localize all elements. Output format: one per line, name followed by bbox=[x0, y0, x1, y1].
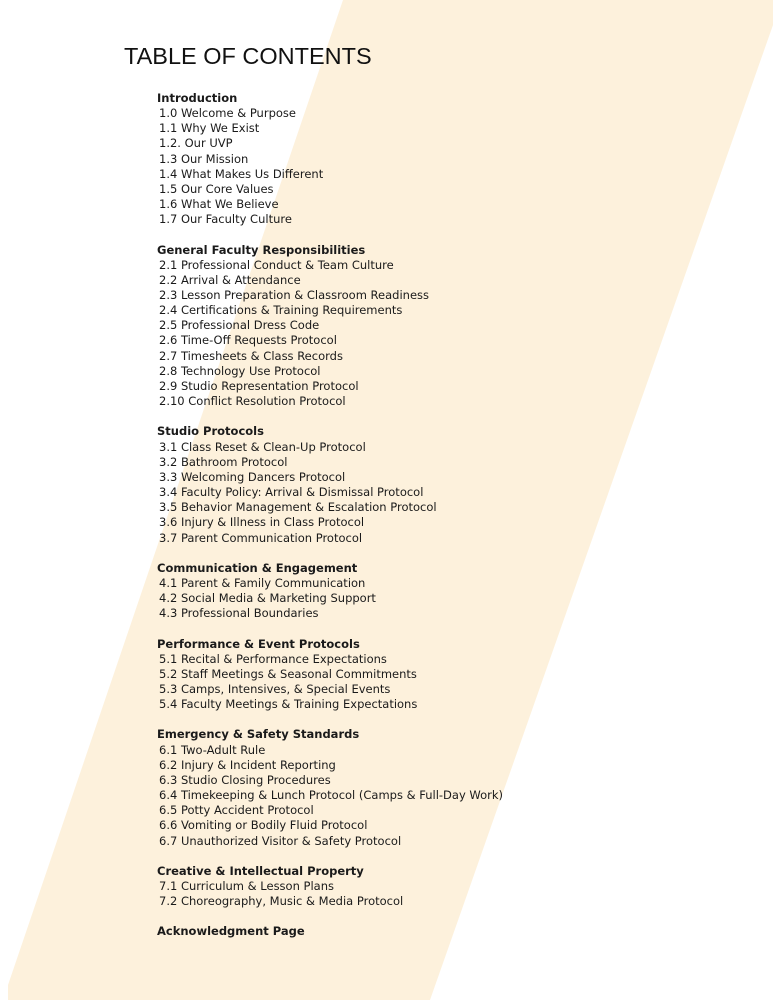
toc-section bbox=[157, 864, 503, 909]
toc-entry[interactable]: 2.7 Timesheets & Class Records bbox=[159, 348, 343, 363]
toc-entry[interactable]: 5.1 Recital & Performance Expectations bbox=[159, 651, 387, 666]
toc-entry[interactable]: 3.3 Welcoming Dancers Protocol bbox=[159, 469, 346, 484]
toc-entry[interactable]: 3.6 Injury & Illness in Class Protocol bbox=[159, 515, 365, 530]
toc-entry[interactable]: 3.1 Class Reset & Clean-Up Protocol bbox=[159, 439, 366, 454]
toc-entry[interactable]: 2.8 Technology Use Protocol bbox=[159, 363, 321, 378]
toc-section-title[interactable]: Communication & Engagement bbox=[157, 560, 358, 575]
toc-section-title[interactable]: Acknowledgment Page bbox=[157, 924, 305, 939]
toc-entry[interactable]: 6.2 Injury & Incident Reporting bbox=[159, 757, 336, 772]
toc-entry[interactable]: 7.1 Curriculum & Lesson Plans bbox=[159, 879, 334, 894]
toc-entry[interactable]: 1.7 Our Faculty Culture bbox=[159, 212, 292, 227]
toc-entry[interactable]: 2.2 Arrival & Attendance bbox=[159, 272, 301, 287]
table-of-contents bbox=[157, 91, 503, 955]
toc-entry[interactable]: 6.7 Unauthorized Visitor & Safety Protocol bbox=[159, 833, 402, 848]
toc-section-title[interactable]: General Faculty Responsibilities bbox=[157, 242, 366, 257]
toc-entry[interactable]: 4.1 Parent & Family Communication bbox=[159, 575, 366, 590]
toc-entry[interactable]: 2.3 Lesson Preparation & Classroom Readiness bbox=[159, 288, 429, 303]
toc-entry[interactable]: 2.6 Time-Off Requests Protocol bbox=[159, 333, 337, 348]
toc-entry[interactable]: 5.3 Camps, Intensives, & Special Events bbox=[159, 682, 391, 697]
toc-section-title[interactable]: Studio Protocols bbox=[157, 424, 264, 439]
toc-entry[interactable]: 4.2 Social Media & Marketing Support bbox=[159, 591, 376, 606]
toc-entry[interactable]: 6.3 Studio Closing Procedures bbox=[159, 772, 331, 787]
toc-section bbox=[157, 243, 503, 410]
toc-entry[interactable]: 1.0 Welcome & Purpose bbox=[159, 106, 296, 121]
toc-section bbox=[157, 924, 503, 939]
toc-section bbox=[157, 637, 503, 713]
toc-section-title[interactable]: Introduction bbox=[157, 91, 238, 105]
page-title: TABLE OF CONTENTS bbox=[124, 43, 372, 69]
toc-entry[interactable]: 2.5 Professional Dress Code bbox=[159, 318, 320, 333]
toc-entry[interactable]: 2.9 Studio Representation Protocol bbox=[159, 378, 359, 393]
toc-entry[interactable]: 6.4 Timekeeping & Lunch Protocol (Camps & Full-Day Work) bbox=[159, 788, 504, 803]
toc-entry[interactable]: 7.2 Choreography, Music & Media Protocol bbox=[159, 894, 404, 909]
toc-entry[interactable]: 5.2 Staff Meetings & Seasonal Commitments bbox=[159, 666, 417, 681]
toc-entry[interactable]: 2.1 Professional Conduct & Team Culture bbox=[159, 257, 394, 272]
toc-section bbox=[157, 561, 503, 622]
toc-entry[interactable]: 2.4 Certifications & Training Requirements bbox=[159, 303, 403, 318]
toc-section-title[interactable]: Emergency & Safety Standards bbox=[157, 727, 360, 742]
toc-section-title[interactable]: Performance & Event Protocols bbox=[157, 636, 360, 651]
toc-entry[interactable]: 6.1 Two-Adult Rule bbox=[159, 742, 266, 757]
toc-entry[interactable]: 3.5 Behavior Management & Escalation Protocol bbox=[159, 500, 437, 515]
toc-entry[interactable]: 3.2 Bathroom Protocol bbox=[159, 454, 288, 469]
toc-entry[interactable]: 1.4 What Makes Us Different bbox=[159, 166, 324, 181]
toc-entry[interactable]: 1.5 Our Core Values bbox=[159, 181, 274, 196]
toc-section bbox=[157, 424, 503, 545]
toc-entry[interactable]: 4.3 Professional Boundaries bbox=[159, 606, 319, 621]
toc-entry[interactable]: 6.6 Vomiting or Bodily Fluid Protocol bbox=[159, 818, 368, 833]
toc-section bbox=[157, 91, 503, 227]
toc-entry[interactable]: 5.4 Faculty Meetings & Training Expectations bbox=[159, 697, 418, 712]
toc-entry[interactable]: 1.2. Our UVP bbox=[159, 136, 233, 151]
toc-entry[interactable]: 2.10 Conflict Resolution Protocol bbox=[159, 394, 346, 409]
toc-entry[interactable]: 1.6 What We Believe bbox=[159, 197, 279, 212]
toc-entry[interactable]: 3.7 Parent Communication Protocol bbox=[159, 530, 363, 545]
toc-entry[interactable]: 1.3 Our Mission bbox=[159, 151, 249, 166]
toc-entry[interactable]: 3.4 Faculty Policy: Arrival & Dismissal Protocol bbox=[159, 485, 424, 500]
toc-entry[interactable]: 1.1 Why We Exist bbox=[159, 121, 260, 136]
toc-entry[interactable]: 6.5 Potty Accident Protocol bbox=[159, 803, 314, 818]
toc-section-title[interactable]: Creative & Intellectual Property bbox=[157, 863, 364, 878]
toc-section bbox=[157, 727, 503, 848]
